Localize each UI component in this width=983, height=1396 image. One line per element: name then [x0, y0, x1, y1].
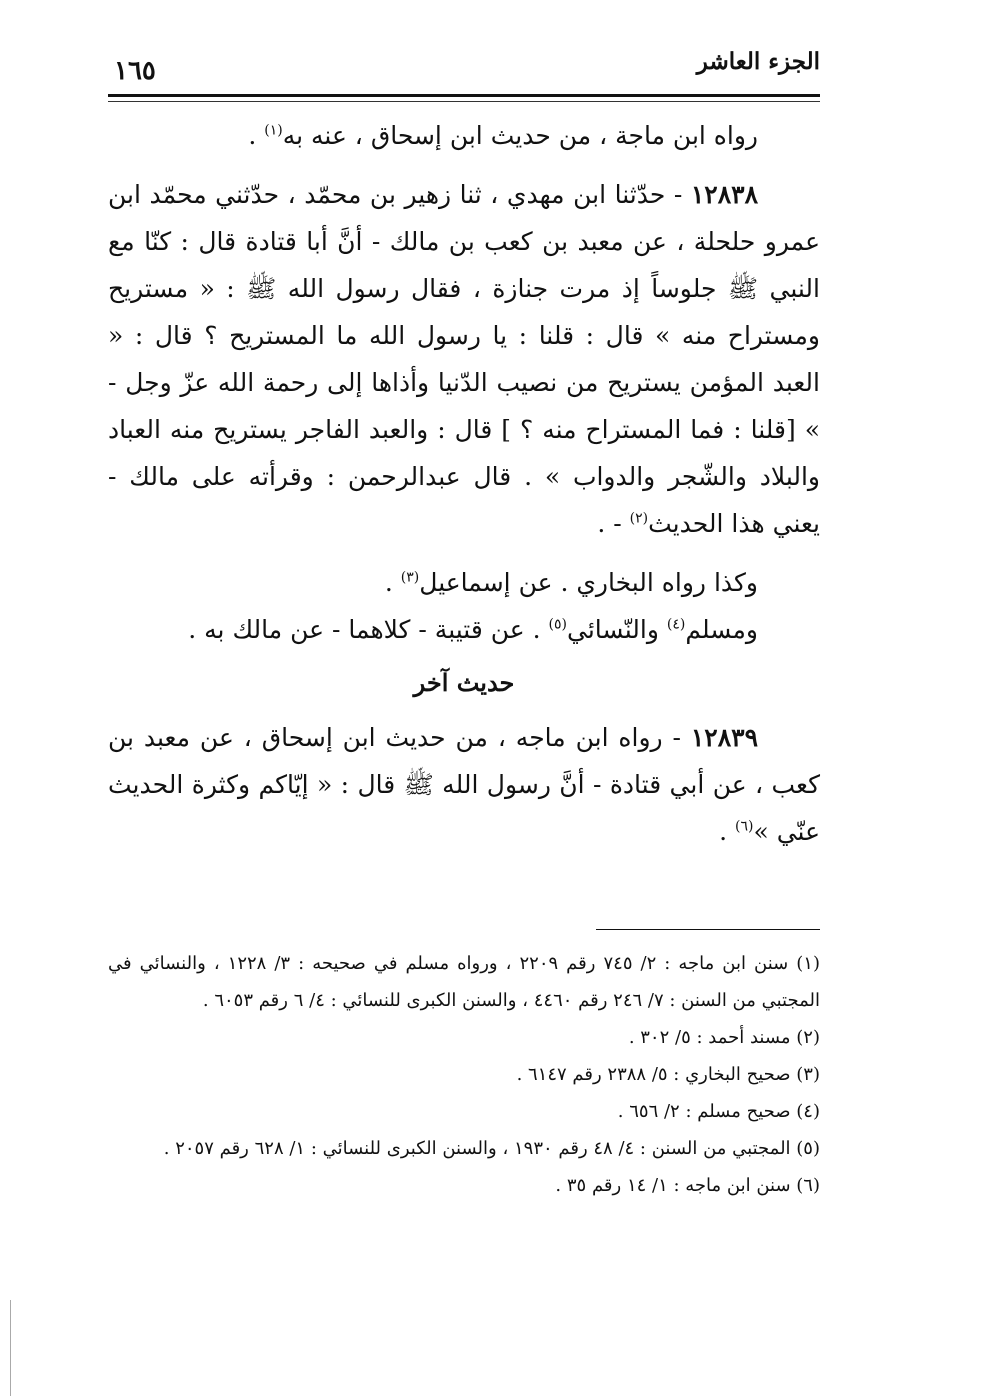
paragraph-4-text-c: . عن قتيبة - كلاهما - عن مالك به .: [188, 615, 549, 644]
running-header: [108, 46, 820, 90]
paragraph-12838-text: - حدّثنا ابن مهدي ، ثنا زهير بن محمّد ، حدّثني محمّد ابن عمرو حلحلة ، عن معبد بن كعب بن مالك - أنَّ أبا قتادة قال : كنّا مع النبي ﷺ جلوساً إذ مرت جنازة ، فقال رسول الله ﷺ : « مستريح ومستراح منه » قال : قلنا : يا رسول الله ما المستريح ؟ قال : « العبد المؤمن يستريح من نصيب الدّنيا وأذاها إلى رحمة الله عزّ وجل - » [قلنا : فما المستراح منه ؟ ] قال : والعبد الفاجر يستريح منه العباد والبلاد والشّجر والدواب » . قال عبدالرحمن : وقرأته على مالك - يعني هذا الحديث: [108, 180, 820, 538]
footnote-ref-4[interactable]: (٤): [666, 616, 686, 633]
footnotes: [108, 945, 820, 1204]
paragraph-12838: [108, 171, 820, 547]
footnote-3: (٣) صحيح البخاري : ٥/ ٢٣٨٨ رقم ٦١٤٧ .: [516, 1064, 820, 1085]
hadith-number-12838: ١٢٨٣٨: [690, 180, 758, 209]
footnote-5: (٥) المجتبي من السنن : ٤/ ٤٨ رقم ١٩٣٠ ، والسنن الكبرى للنسائي : ١/ ٦٢٨ رقم ٢٠٥٧ .: [163, 1138, 820, 1159]
header-rule-thin: [108, 101, 820, 102]
paragraph-12839-end: .: [719, 817, 735, 846]
running-title: الجزء العاشر: [696, 48, 820, 75]
paragraph-4: [108, 606, 820, 653]
hadith-number-12839: ١٢٨٣٩: [690, 723, 758, 752]
paragraph-12839: [108, 714, 820, 855]
footnote-separator: [596, 929, 820, 930]
scan-edge-line: [10, 1300, 11, 1396]
paragraph-1-text: رواه ابن ماجة ، من حديث ابن إسحاق ، عنه به: [282, 121, 758, 150]
footnote-ref-1[interactable]: (١): [264, 122, 283, 139]
paragraph-12839-text: - رواه ابن ماجه ، من حديث ابن إسحاق ، عن معبد بن كعب ، عن أبي قتادة - أنَّ رسول الله ﷺ قال : « إيّاكم وكثرة الحديث عنّي »: [108, 723, 820, 846]
footnote-ref-3[interactable]: (٣): [400, 569, 420, 586]
footnote-4: (٤) صحيح مسلم : ٢/ ٦٥٦ .: [617, 1101, 820, 1122]
paragraph-3: [108, 559, 820, 606]
main-text: [108, 112, 820, 855]
paragraph-12838-end: - .: [597, 509, 630, 538]
paragraph-1-end: .: [248, 121, 265, 150]
footnote-ref-6[interactable]: (٦): [734, 818, 754, 835]
paragraph-1: [108, 112, 820, 159]
footnote-ref-2[interactable]: (٢): [629, 510, 649, 527]
footnote-2: (٢) مسند أحمد : ٥/ ٣٠٢ .: [628, 1027, 820, 1048]
footnote-1: (١) سنن ابن ماجه : ٢/ ٧٤٥ رقم ٢٢٠٩ ، ورواه مسلم في صحيحه : ٣/ ١٢٢٨ ، والنسائي في المجتبي من السنن : ٧/ ٢٤٦ رقم ٤٤٦٠ ، والسنن الكبرى للنسائي : ٤/ ٦ رقم ٦٠٥٣ .: [108, 953, 820, 1011]
paragraph-4-text-b: والنّسائي: [567, 615, 667, 644]
footnote-6: (٦) سنن ابن ماجه : ١/ ١٤ رقم ٣٥ .: [555, 1175, 820, 1196]
paragraph-4-text-a: ومسلم: [685, 615, 758, 644]
section-heading: حديث آخر: [413, 668, 515, 697]
footnote-ref-5[interactable]: (٥): [548, 616, 567, 633]
paragraph-3-text: وكذا رواه البخاري . عن إسماعيل: [419, 568, 758, 597]
paragraph-3-end: .: [384, 568, 401, 597]
page-number: ١٦٥: [114, 56, 156, 86]
header-rule: [108, 94, 820, 97]
